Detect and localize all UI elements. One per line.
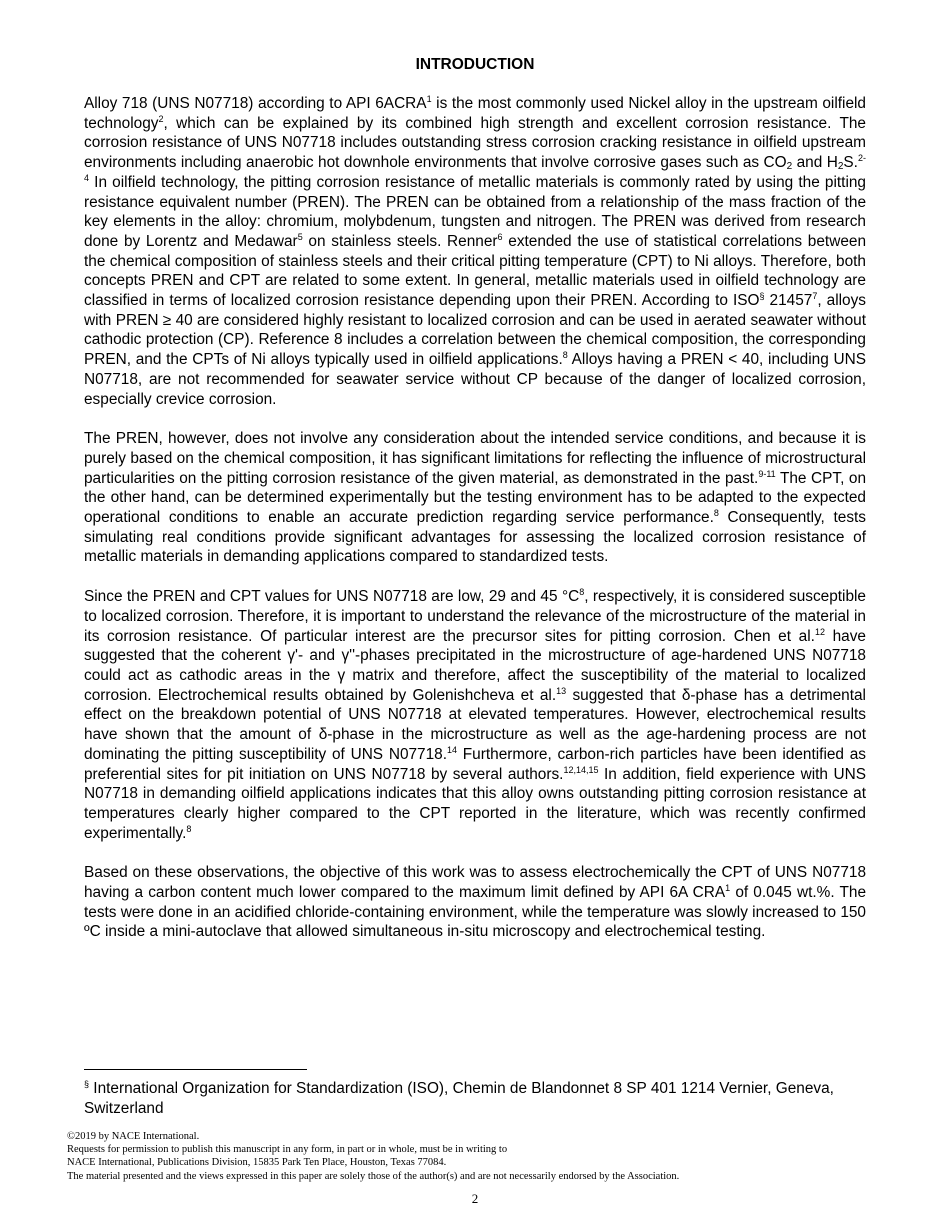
text-run: The PREN, however, does not involve any consideration about the intended service conditions, and because it is purely based on the chemical composition, it has significant limitations for reflecting the influence of microstructural particularities on the pitting corrosion resistance of the given material, as demonstrated in the past. (84, 430, 866, 487)
text-run: Since the PREN and CPT values for UNS N07718 are low, 29 and 45 °C (84, 588, 580, 606)
citation-superscript: 5 (297, 231, 303, 242)
paragraph-2 (84, 429, 866, 567)
citation-superscript: 8 (186, 823, 192, 834)
text-run: Alloy 718 (UNS N07718) according to API 6ACRA (84, 95, 427, 112)
citation-superscript: 13 (556, 685, 567, 696)
citation-superscript: 12 (814, 626, 825, 637)
text-run: on stainless steels. Renner (302, 232, 498, 250)
page-number: 2 (471, 1191, 479, 1206)
citation-superscript: 12,14,15 (563, 764, 599, 775)
citation-superscript: 8 (713, 508, 719, 519)
citation-superscript: 8 (562, 350, 568, 361)
text-run: Furthermore, carbon-rich particles have been identified as preferential sites for pit initiation on UNS N07718 by several authors. (84, 745, 866, 783)
text-run: suggested that δ-phase has a detrimental effect on the breakdown potential of UNS N07718 at elevated temperatures. However, electrochemical results have shown that the amount of δ-phase in the microstructure as well as the age-hardening process are not dominating the pitting susceptibility of UNS N07718. (84, 686, 866, 763)
text-run: In oilfield technology, the pitting corrosion resistance of metallic materials is commonly rated by using the pitting resistance equivalent number (PREN). The PREN can be obtained from a relationship of the mass fraction of the key elements in the alloy: chromium, molybdenum, tungsten and nitrogen. The PREN was derived from research done by Lorentz and Medawar (84, 173, 866, 250)
text-run: S. (843, 154, 858, 172)
text-run: , alloys with PREN ≥ 40 are considered highly resistant to localized corrosion and can be used in aerated seawater without cathodic protection (CP). Reference 8 includes a correlation between the chemical composition, the corresponding PREN, and the CPTs of Ni alloys typically used in oilfield applications. (84, 292, 867, 369)
citation-superscript: 2 (158, 113, 164, 124)
text-run: Alloys having a PREN < 40, including UNS N07718, are not recommended for seawater service without CP because of the danger of localized corrosion, especially crevice corrosion. (84, 351, 866, 408)
text-run: In addition, field experience with UNS N07718 in demanding oilfield applications indicates that this alloy owns outstanding pitting corrosion resistance at temperatures clearly higher compared to the CPT reported in the literature, which was recently confirmed experimentally. (84, 765, 867, 842)
citation-superscript: 2-4 (84, 153, 866, 183)
text-run: of 0.045 wt.%. The tests were done in an acidified chloride-containing environment, while the temperature was slowly increased to 150 ºC inside a mini-autoclave that allowed simultaneous in-situ microscopy and electrochemical testing. (84, 884, 867, 941)
citation-superscript: 7 (812, 291, 818, 302)
chemical-subscript: 2 (837, 161, 844, 173)
text-run: , respectively, it is considered susceptible to localized corrosion. Therefore, it is important to understand the relevance of the microstructure of the material in its corrosion resistance. Of particular interest are the precursor sites for pitting corrosion. Chen et al. (84, 588, 866, 645)
section-heading: INTRODUCTION (415, 56, 535, 73)
footnote (84, 1079, 874, 1118)
citation-superscript: 1 (426, 94, 432, 104)
copyright-notice (67, 1130, 867, 1183)
text-run: The CPT, on the other hand, can be determined experimentally but the testing environment has to be adapted to the expected operational conditions to enable an accurate prediction regarding service performance. (84, 469, 867, 527)
copyright-line: Requests for permission to publish this manuscript in any form, in part or in whole, must be in writing to (67, 1144, 508, 1156)
text-run: Based on these observations, the objective of this work was to assess electrochemically the CPT of UNS N07718 having a carbon content much lower compared to the maximum limit defined by API 6A CRA (84, 864, 866, 902)
text-run: Consequently, tests simulating real conditions provide significant advantages for assessing the localized corrosion resistance of metallic materials in demanding applications compared to standardized tests. (84, 509, 866, 566)
body-text (84, 94, 866, 962)
text-run: have suggested that the coherent γ'- and γ''-phases precipitated in the microstructure of age-hardened UNS N07718 could act as cathodic areas in the γ matrix and therefore, affect the susceptibility of the material to localized corrosion. Electrochemical results obtained by Golenishcheva et al. (84, 627, 866, 704)
paragraph-1 (84, 94, 866, 409)
citation-superscript: 8 (579, 587, 585, 598)
paragraph-3 (84, 587, 866, 843)
chemical-subscript: 2 (786, 161, 793, 173)
citation-superscript: § (759, 291, 765, 302)
text-run: , which can be explained by its combined high strength and excellent corrosion resistance. The corrosion resistance of UNS N07718 includes outstanding stress corrosion cracking resistance in oilfield upstream environments including anaerobic hot downhole environments that involve corrosive gases such as CO (84, 114, 866, 172)
text-run: 21457 (764, 292, 813, 310)
copyright-line: NACE International, Publications Division, 15835 Park Ten Place, Houston, Texas 77084. (67, 1157, 447, 1169)
copyright-line: ©2019 by NACE International. (67, 1131, 200, 1142)
paragraph-4 (84, 863, 866, 942)
citation-superscript: 14 (447, 744, 458, 755)
footnote-marker: § (84, 1079, 90, 1089)
citation-superscript: 1 (725, 883, 731, 894)
copyright-line: The material presented and the views expressed in this paper are solely those of the author(s) and are not necessarily endorsed by the Association. (67, 1170, 680, 1182)
footnote-text: International Organization for Standardization (ISO), Chemin de Blandonnet 8 SP 401 1214 Vernier, Geneva, Switzerland (84, 1080, 834, 1117)
citation-superscript: 6 (497, 231, 503, 242)
text-run: and H (792, 154, 838, 172)
text-run: extended the use of statistical correlations between the chemical composition of stainless steels and their critical pitting temperature (CPT) to Ni alloys. Therefore, both concepts PREN and CPT are related to some extent. In general, metallic materials used in oilfield technology are classified in terms of localized corrosion resistance depending upon their PREN. According to ISO (84, 232, 866, 310)
footnote-divider (84, 1069, 307, 1070)
text-run: is the most commonly used Nickel alloy in the upstream oilfield technology (84, 95, 866, 132)
citation-superscript: 9-11 (758, 468, 776, 479)
